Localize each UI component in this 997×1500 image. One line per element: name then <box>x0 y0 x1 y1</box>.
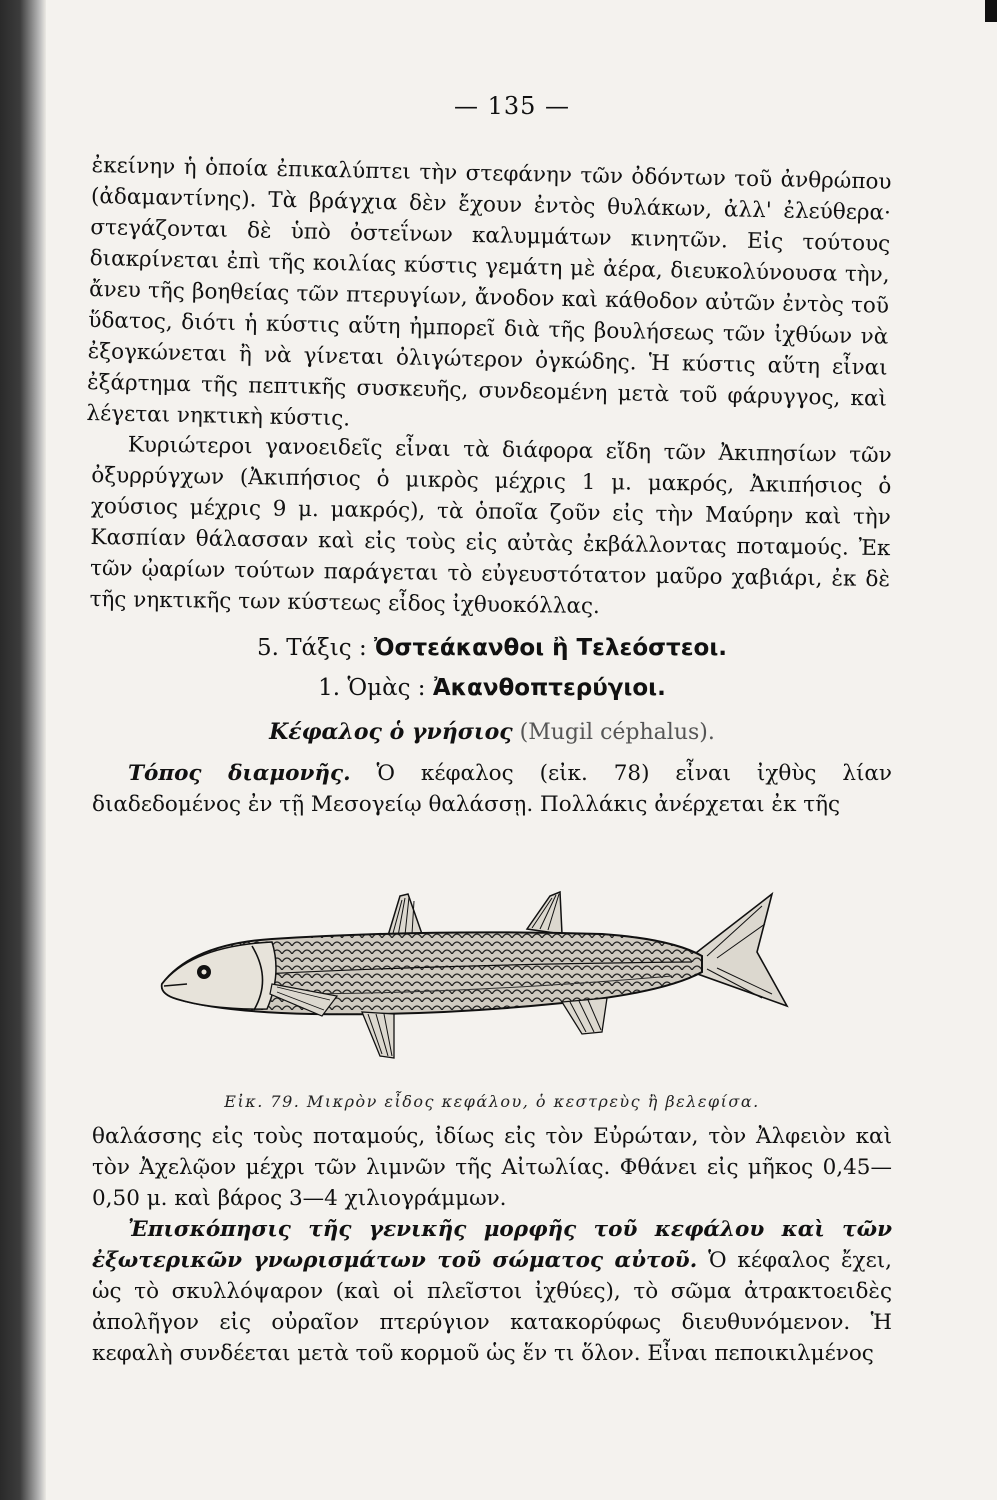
overview-lead: Ἐπισκόπησις τῆς γενικῆς μορφῆς τοῦ κεφάλου καὶ τῶν ἐξωτερικῶν γνωρισμάτων τοῦ σώματος αὐτοῦ. <box>92 1217 892 1273</box>
paragraph-rivers: θαλάσσης εἰς τοὺς ποταμούς, ἰδίως εἰς τὸν Εὐρώταν, τὸν Ἀλφειὸν καὶ τὸν Ἀχελῷον μέχρι τῶν λιμνῶν τῆς Αἰτωλίας. Φθάνει εἰς μῆκος 0,45—0,50 μ. καὶ βάρος 3—4 χιλιογράμμων. <box>92 1124 892 1211</box>
book-page <box>86 92 893 1369</box>
page-corner-mark <box>985 0 997 22</box>
heading-order-prefix: 5. Τάξις : <box>256 635 367 661</box>
species-title <box>92 715 892 750</box>
figure-mullet <box>92 834 892 1084</box>
figure-caption: Εἰκ. 79. Μικρὸν εἶδος κεφάλου, ὁ κεστρεὺς ἢ βελεφίσα. <box>224 1092 760 1111</box>
habitat-text: Ὁ κέφαλος (εἰκ. 78) εἶναι ἰχθὺς λίαν διαδεδομένος ἐν τῇ Μεσογείῳ θαλάσσῃ. Πολλάκις ἀνέρχεται ἐκ τῆς <box>92 761 893 817</box>
heading-group-prefix: 1. Ὁμὰς : <box>318 675 426 701</box>
heading-order <box>92 631 892 665</box>
species-latin-name: (Mugil céphalus). <box>519 720 715 745</box>
book-gutter-shadow <box>0 0 46 1500</box>
heading-group <box>92 671 892 705</box>
paragraph-sturgeons: Κυριώτεροι γανοειδεῖς εἶναι τὰ διάφορα εἴδη τῶν Ἀκιπησίων τῶν ὀξυρρύγχων (Ἀκιπήσιος ὁ μικρὸς μέχρις 1 μ. μακρός, Ἀκιπήσιος ὁ χούσιος μέχρις 9 μ. μακρός), τὰ ὁποῖα ζοῦν εἰς τὴν Μαύρην καὶ τὴν Κασπίαν θάλασσαν καὶ εἰς τοὺς εἰς αὐτὰς ἐκβάλλοντας ποταμούς. Ἐκ τῶν ᾠαρίων τούτων παράγεται τὸ εὐγευστότατον μαῦρο χαβιάρι, ἐκ δὲ τῆς νηκτικῆς των κύστεως εἶδος ἰχθυοκόλλας. <box>89 432 892 620</box>
paragraph-habitat <box>92 758 892 820</box>
paragraph-swim-bladder: ἐκείνην ἡ ὁποία ἐπικαλύπτει τὴν στεφάνην τῶν ὀδόντων τοῦ ἀνθρώπου (ἀδαμαντίνης). Τὰ βράγχια δὲν ἔχουν ἐντὸς θυλάκων, ἀλλ' ἐλεύθερα· στεγάζονται δὲ ὑπὸ ὀστεΐνων καλυμμάτων κινητῶν. Εἰς τούτους διακρίνεται ἐπὶ τῆς κοιλίας κύστις γεμάτη μὲ ἀέρα, διευκολύνουσα τὴν, ἄνευ τῆς βοηθείας τῶν πτερυγίων, ἄνοδον καὶ κάθοδον αὐτῶν ἐντὸς τοῦ ὕδατος, διότι ἡ κύστις αὕτη ἠμπορεῖ διὰ τῆς βουλήσεως τῶν ἰχθύων νὰ ἐξογκώνεται ἢ νὰ γίνεται ὀλιγώτερον ὀγκώδης. Ἡ κύστις αὕτη εἶναι ἐξάρτημα τῆς πεπτικῆς συσκευῆς, συνδεομένη μετὰ τοῦ φάρυγγος, καὶ λέγεται νηκτικὴ κύστις. <box>86 152 892 432</box>
overview-text: Ὁ κέφαλος ἔχει, ὡς τὸ σκυλλόψαρον (καὶ οἱ πλεῖστοι ἰχθύες), τὸ σῶμα ἀτρακτοειδὲς ἀπολῆγον εἰς οὐραῖον πτερύγιον κατακορύφως διευθυνόμενον. Ἡ κεφαλὴ συνδέεται μετὰ τοῦ κορμοῦ ὡς ἕν τι ὅλον. Εἶναι πεποικιλμένος <box>92 1248 892 1366</box>
heading-order-name: Ὀστεάκανθοι ἢ Τελεόστεοι. <box>374 635 728 661</box>
page-number: — 135 — <box>453 92 571 120</box>
mullet-fish-icon <box>132 834 852 1084</box>
paragraph-overview <box>92 1214 892 1369</box>
heading-group-name: Ἀκανθοπτερύγιοι. <box>432 675 666 701</box>
habitat-lead: Τόπος διαμονῆς. <box>128 761 351 786</box>
species-greek-name: Κέφαλος ὁ γνήσιος <box>269 719 513 745</box>
